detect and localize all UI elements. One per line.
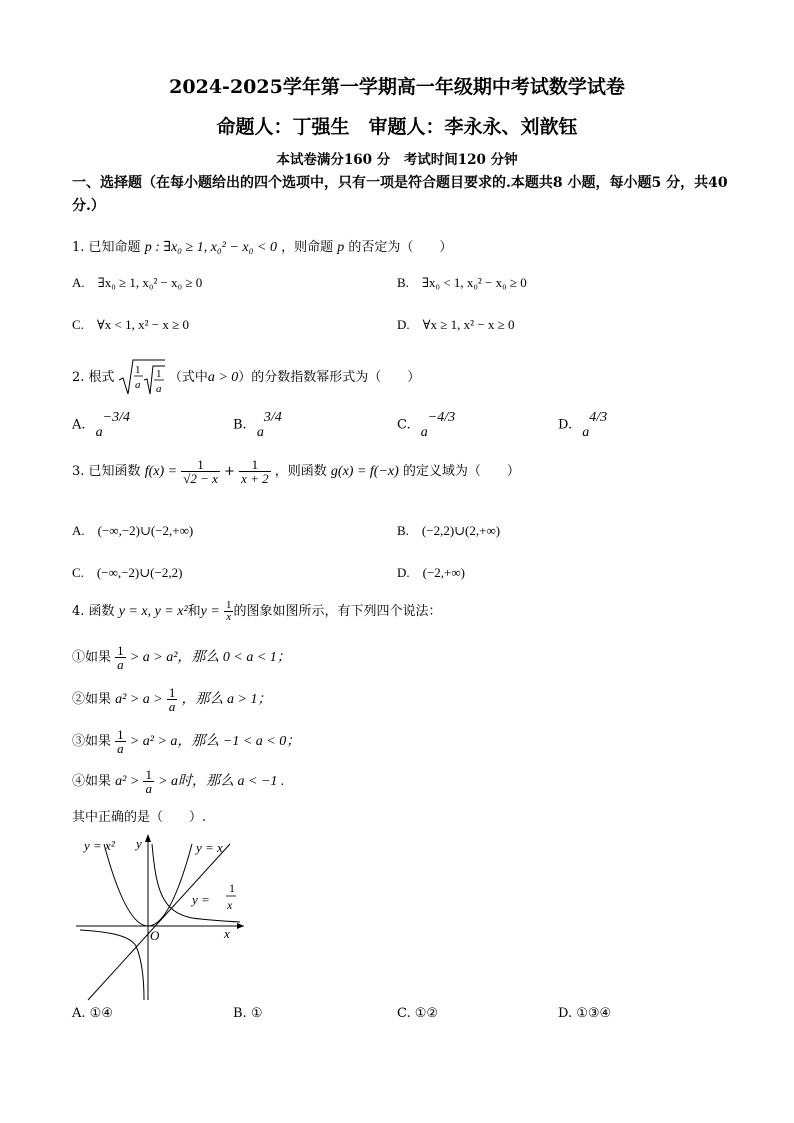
q3-g: g(x) = f(−x)	[330, 464, 399, 479]
label-x-axis: x	[224, 926, 230, 941]
q4-s2-den: a	[168, 699, 176, 714]
q1-proposition: p : ∃x₀ ≥ 1, x₀² − x₀ < 0	[144, 240, 277, 255]
q2-prefix: 2. 根式	[72, 370, 115, 385]
q2-d-base: a	[582, 425, 590, 441]
q2-b-exp: 3/4	[263, 410, 282, 425]
q2-num2: 1	[155, 368, 162, 380]
q4-s4-pre: ④如果	[72, 774, 112, 789]
q4-s3-num: 1	[117, 727, 124, 742]
q4-statement-1	[72, 644, 291, 671]
line-y-equals-x	[88, 844, 230, 1000]
q2-den2: a	[155, 383, 162, 395]
section-heading: 一、选择题（在每小题给出的四个选项中，只有一项是符合题目要求的.本题共8 小题，每小题5 分，共40 分.）	[72, 175, 728, 214]
q3-option-a[interactable]: A. (−∞,−2)∪(−2,+∞)	[72, 523, 194, 538]
q4-s4-num: 1	[145, 767, 152, 782]
q4-statement-2	[72, 686, 271, 713]
q2-d-label: D.	[558, 417, 573, 433]
q4-s4-den: a	[145, 781, 152, 796]
q4-funcs: y = x, y = x²	[118, 604, 188, 619]
q1-tail: 的否定为（ ）	[348, 240, 453, 255]
q3-frac2	[239, 458, 271, 485]
q4-y1x: y =	[200, 604, 220, 619]
label-frac-den: x	[227, 898, 233, 912]
q2-num1: 1	[134, 364, 141, 376]
exam-authors: 命题人：丁强生 审题人：李永永、刘歆钰	[216, 116, 578, 138]
q2-cond: a > 0	[207, 370, 239, 385]
label-y-equals-x: y = x	[196, 840, 223, 855]
q2-suffix: ）的分数指数幂形式为（ ）	[238, 370, 421, 385]
q4-statement-4	[72, 768, 284, 795]
q1-option-b[interactable]: B. ∃x₀ < 1, x₀² − x₀ ≥ 0	[397, 275, 527, 290]
q4-s3-den: a	[117, 741, 124, 756]
q4-s1-pre: ①如果	[72, 650, 112, 665]
q1-prefix: 1. 已知命题	[72, 240, 141, 255]
q2-a-label: A.	[72, 417, 86, 433]
q3-suffix: 的定义域为（ ）	[402, 464, 520, 479]
q4-s2a: a² > a >	[115, 692, 163, 707]
q2-c-base: a	[420, 425, 428, 441]
q1-option-c[interactable]: C. ∀x < 1, x² − x ≥ 0	[72, 317, 189, 332]
q4-function-graph	[72, 830, 252, 1002]
q4-s4a: a² >	[115, 774, 140, 789]
q3-frac2-num: 1	[239, 458, 271, 472]
q4-s2-num: 1	[168, 685, 176, 700]
y-axis-arrow	[145, 834, 151, 842]
exam-meta: 本试卷满分160 分 考试时间120 分钟	[276, 152, 518, 168]
hyperbola-branch-3	[80, 930, 144, 1000]
label-y-axis: y	[136, 836, 142, 851]
q4-s1: > a > a²，那么 0 < a < 1；	[129, 650, 291, 665]
q2-b-base: a	[256, 425, 264, 441]
q3-frac1-den: √2 − x	[183, 471, 218, 486]
q4-s1-den: a	[117, 657, 124, 672]
q2-option-a[interactable]	[72, 410, 131, 441]
question-2	[72, 358, 420, 394]
q2-option-c[interactable]	[397, 410, 456, 441]
q4-s1-num: 1	[117, 643, 124, 658]
q2-a-exp: −3/4	[102, 410, 131, 425]
q2-cond-pre: （式中	[168, 370, 208, 385]
q3-option-c[interactable]: C. (−∞,−2)∪(−2,2)	[72, 565, 183, 580]
q3-frac1	[181, 458, 220, 485]
exam-title: 2024-2025学年第一学期高一年级期中考试数学试卷	[169, 76, 625, 98]
q2-option-b[interactable]	[233, 410, 282, 441]
q4-option-a[interactable]: A. ①④	[72, 1006, 113, 1021]
q4-s2: ，那么 a > 1；	[181, 692, 272, 707]
q4-option-b[interactable]: B. ①	[233, 1006, 263, 1021]
q2-radical	[119, 358, 165, 396]
question-4	[72, 600, 441, 623]
q4-s4: > a时，那么 a < −1 .	[158, 774, 285, 789]
q3-option-d[interactable]: D. (−2,+∞)	[397, 565, 465, 580]
q4-s4-frac	[143, 768, 154, 795]
q3-option-b[interactable]: B. (−2,2)∪(2,+∞)	[397, 523, 501, 538]
q2-d-exp: 4/3	[589, 410, 608, 425]
q2-c-label: C.	[397, 417, 411, 433]
q2-c-exp: −4/3	[427, 410, 456, 425]
q4-option-d[interactable]: D. ①③④	[558, 1006, 612, 1021]
q4-statement-3	[72, 728, 300, 755]
q4-s3-pre: ③如果	[72, 734, 112, 749]
q4-s2-pre: ②如果	[72, 692, 112, 707]
label-frac-num: 1	[229, 881, 235, 895]
label-origin: O	[150, 928, 160, 943]
q1-option-d[interactable]: D. ∀x ≥ 1, x² − x ≥ 0	[397, 317, 515, 332]
q4-s2-frac	[167, 686, 178, 713]
q4-s3: > a² > a，那么 −1 < a < 0；	[129, 734, 301, 749]
q1-option-a[interactable]: A. ∃x₀ ≥ 1, x₀² − x₀ ≥ 0	[72, 275, 203, 290]
q4-ask: 其中正确的是（ ）.	[72, 810, 207, 825]
q3-frac2-den: x + 2	[241, 471, 269, 486]
q4-frac-num: 1	[225, 599, 232, 611]
q2-b-label: B.	[233, 417, 247, 433]
question-3: 3. 已知函数 f(x) = $\frac{1}{√2 - x}$ + $\frac{1}{x + 2}$ ，则函数 g(x) = f(−x) 的定义域为（ ）	[72, 457, 520, 486]
label-y-one-over-x: y =	[192, 892, 210, 907]
q3-frac1-num: 1	[181, 458, 220, 472]
q2-den1: a	[134, 379, 141, 391]
q3-f: f(x) =	[144, 464, 178, 479]
q2-a-base: a	[95, 425, 103, 441]
q4-s1-frac	[115, 644, 126, 671]
q1-p: p	[337, 240, 345, 255]
q4-suffix: 的图象如图所示，有下列四个说法：	[233, 604, 442, 619]
question-1	[72, 236, 452, 256]
q4-prefix: 4. 函数	[72, 604, 115, 619]
q4-option-c[interactable]: C. ①②	[397, 1006, 439, 1021]
label-x-squared: y = x²	[84, 838, 115, 853]
x-axis-arrow	[237, 923, 244, 929]
q3-prefix: 3. 已知函数	[72, 464, 141, 479]
q3-mid: ，则函数	[274, 464, 327, 479]
q4-s3-frac	[115, 728, 126, 755]
q4-and: 和	[187, 604, 201, 619]
q2-option-d[interactable]	[558, 410, 608, 441]
q1-suffix: ，则命题	[281, 240, 334, 255]
q4-frac-den: x	[226, 611, 232, 623]
